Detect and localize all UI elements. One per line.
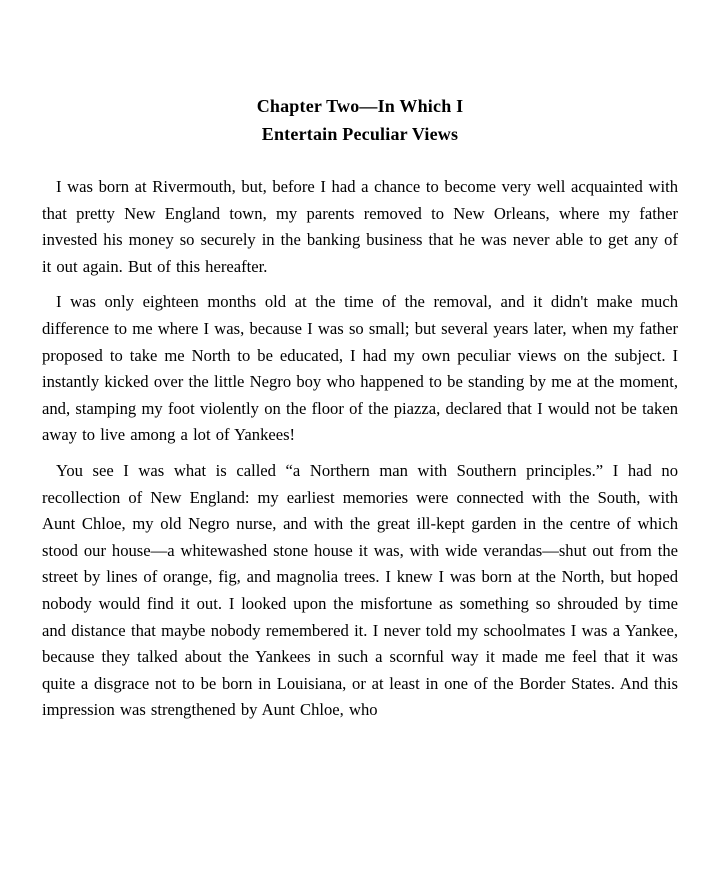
paragraph-1: I was born at Rivermouth, but, before I had a chance to become very well acquainted with that pretty New England town, my parents removed to New Orleans, where my father invested his money so securely in the banking business that he was never able to get any of it out again. But of this hereafter. bbox=[42, 177, 678, 276]
paragraph-3: You see I was what is called “a Northern man with Southern principles.” I had no recollection of New England: my earliest memories were connected with the South, with Aunt Chloe, my old Negro nurse, and with the great ill-kept garden in the centre of which stood our house—a whitewashed stone house it was, with wide verandas—shut out from the street by lines of orange, fig, and magnolia trees. I knew I was born at the North, but hoped nobody would find it out. I looked upon the misfortune as something so shrouded by time and distance that maybe nobody remembered it. I never told my schoolmates I was a Yankee, because they talked about the Yankees in such a scornful way it made me feel that it was quite a disgrace not to be born in Louisiana, or at least in one of the Border States. And this impression was strengthened by Aunt Chloe, who bbox=[42, 460, 678, 720]
chapter-title-line2: Entertain Peculiar Views bbox=[261, 124, 459, 144]
chapter-title bbox=[42, 92, 678, 148]
paragraph-2: I was only eighteen months old at the time of the removal, and it didn't make much difference to me where I was, because I was so small; but several years later, when my father proposed to take me North to be educated, I had my own peculiar views on the subject. I instantly kicked over the little Negro boy who happened to be standing by me at the moment, and, stamping my foot violently on the floor of the piazza, declared that I would not be taken away to live among a lot of Yankees! bbox=[42, 292, 678, 445]
chapter-title-line1: Chapter Two—In Which I bbox=[256, 96, 464, 116]
